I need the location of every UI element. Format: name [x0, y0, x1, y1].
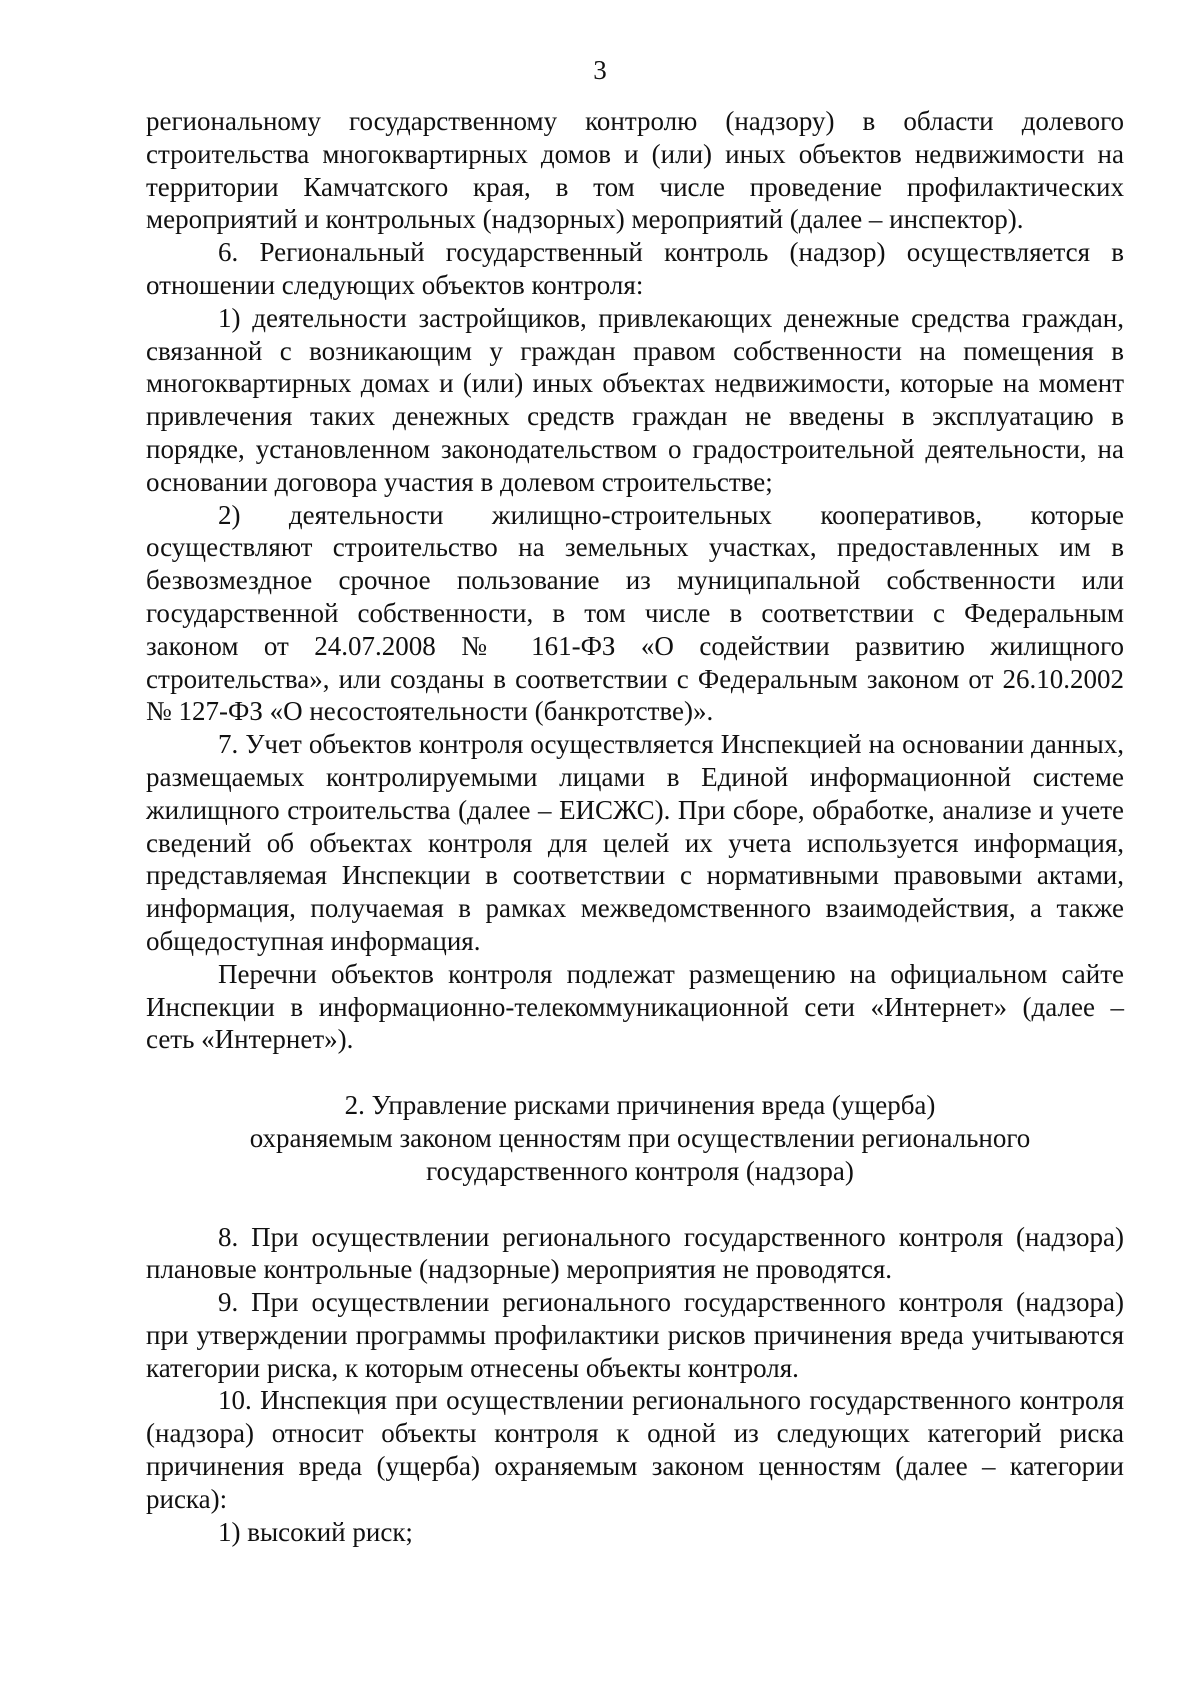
- section-heading-line: 2. Управление рисками причинения вреда (ущерба): [344, 1090, 936, 1121]
- paragraph-item-7: 7. Учет объектов контроля осуществляется Инспекцией на основании данных, размещаемых контролируемыми лицами в Единой информационной системе жилищного строительства (далее – ЕИСЖС). При сборе, обработке, анализе и учете сведений об объектах контроля для целей их учета используется информация, представляемая Инспекции в соответствии с нормативными правовыми актами, информация, получаемая в рамках межведомственного взаимодействия, а также общедоступная информация.: [146, 729, 1124, 956]
- document-body: [146, 105, 1124, 1548]
- paragraph-subitem-1: 1) деятельности застройщиков, привлекающих денежные средства граждан, связанной с возникающим у граждан правом собственности на помещения в многоквартирных домах и (или) иных объектах недвижимости, которые на момент привлечения таких денежных средств граждан не введены в эксплуатацию в порядке, установленном законодательством о градостроительной деятельности, на основании договора участия в долевом строительстве;: [146, 302, 1124, 497]
- paragraphs-after: [146, 1221, 1124, 1549]
- paragraph-subitem-2: 2) деятельности жилищно-строительных кооперативов, которые осуществляют строительство на земельных участках, предоставленных им в безвозмездное срочное пользование из муниципальной собственности или государственной собственности, в том числе в соответствии с Федеральным законом от 24.07.2008 № 161-ФЗ «О содействии развитию жилищного строительства», или созданы в соответствии с Федеральным законом от 26.10.2002 № 127-ФЗ «О несостоятельности (банкротстве)».: [146, 499, 1124, 727]
- paragraph-item-10: 10. Инспекция при осуществлении регионального государственного контроля (надзора) относит объекты контроля к одной из следующих категорий риска причинения вреда (ущерба) охраняемым законом ценностям (далее – категории риска):: [146, 1385, 1124, 1514]
- paragraph-item-8: 8. При осуществлении регионального государственного контроля (надзора) плановые контрольные (надзорные) мероприятия не проводятся.: [146, 1221, 1124, 1285]
- page-number: 3: [593, 55, 607, 85]
- paragraph-item-9: 9. При осуществлении регионального государственного контроля (надзора) при утверждении программы профилактики рисков причинения вреда учитываются категории риска, к которым отнесены объекты контроля.: [146, 1287, 1124, 1383]
- paragraphs-before: [146, 105, 1124, 1056]
- paragraph-item-6: 6. Региональный государственный контроль (надзор) осуществляется в отношении следующих объектов контроля:: [146, 237, 1124, 300]
- paragraph: региональному государственному контролю (надзору) в области долевого строительства многоквартирных домов и (или) иных объектов недвижимости на территории Камчатского края, в том числе проведение профилактических мероприятий и контрольных (надзорных) мероприятий (далее – инспектор).: [146, 106, 1124, 235]
- section-heading-line: охраняемым законом ценностям при осуществлении регионального: [249, 1122, 1031, 1153]
- paragraph-subitem-high-risk: 1) высокий риск;: [218, 1516, 413, 1547]
- section-heading-line: государственного контроля (надзора): [426, 1155, 854, 1186]
- section-heading: [146, 1089, 1124, 1187]
- paragraph-object-lists: Перечни объектов контроля подлежат размещению на официальном сайте Инспекции в информационно-телекоммуникационной сети «Интернет» (далее – сеть «Интернет»).: [146, 958, 1124, 1055]
